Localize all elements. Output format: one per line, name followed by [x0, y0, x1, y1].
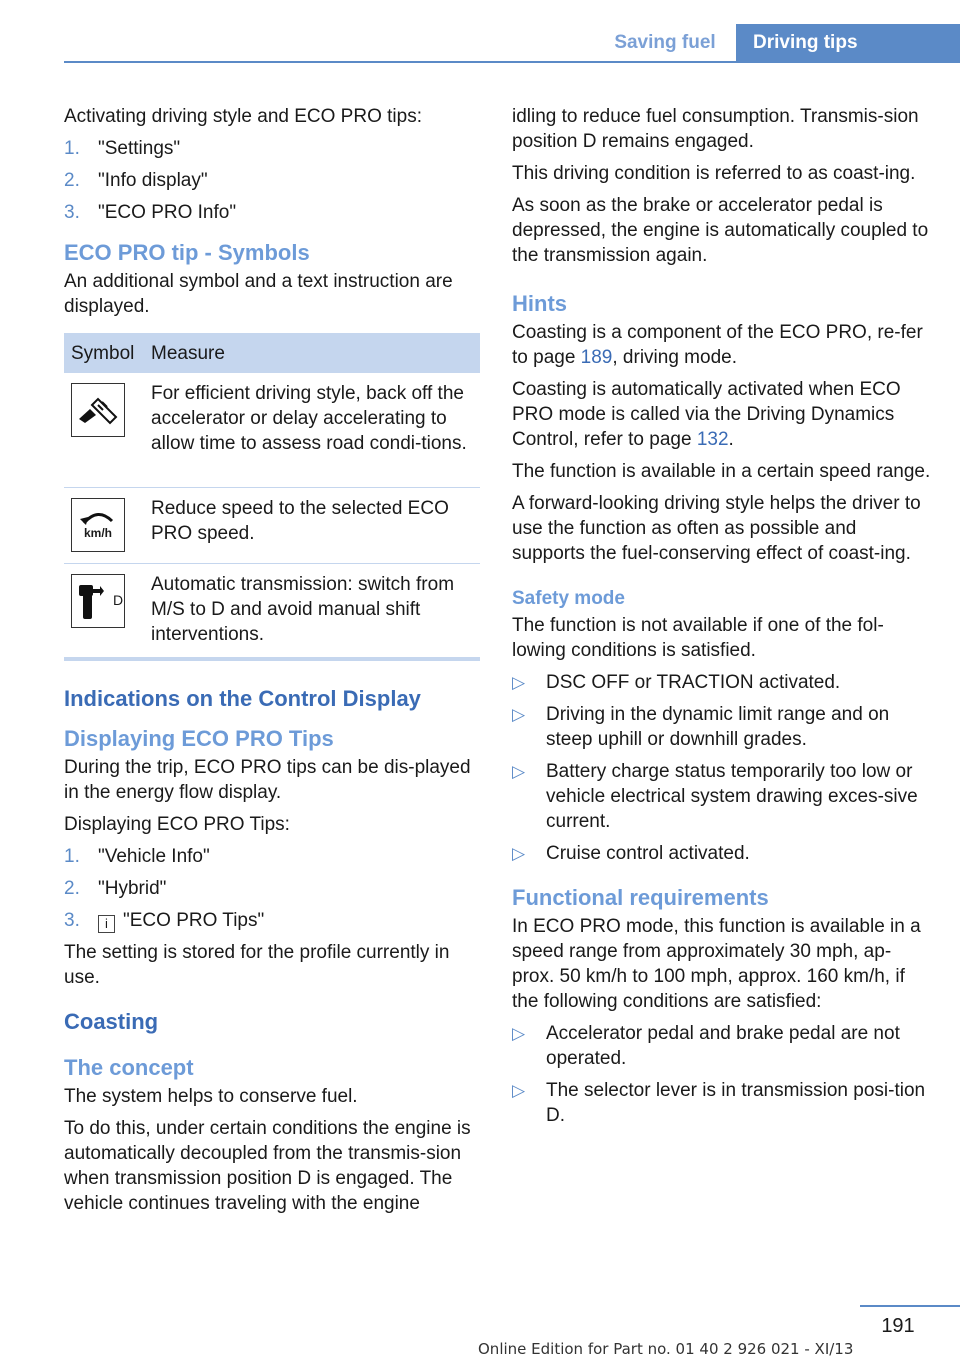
displaying-p1: During the trip, ECO PRO tips can be dis-played in the energy flow display.	[64, 756, 471, 803]
list-item: 3. "ECO PRO Info"	[64, 202, 237, 223]
pedal-release-icon	[71, 383, 125, 437]
chapter-tab[interactable]: Driving tips	[736, 24, 960, 63]
page-ref-link[interactable]: 132	[696, 429, 729, 450]
activating-steps	[64, 136, 481, 225]
list-item: 2. "Hybrid"	[64, 877, 167, 899]
functional-paragraph: In ECO PRO mode, this function is available in a speed range from approximately 30 mph, ap-prox. 50 km/h to 100 mph, approx. 160 km/h, if the following conditions are satisfied:	[512, 916, 921, 1012]
gear-shift-d-icon: D	[71, 574, 125, 628]
hints-heading: Hints	[512, 291, 567, 316]
referred-paragraph: This driving condition is referred to as coast-ing.	[512, 163, 916, 184]
safety-heading: Safety mode	[512, 588, 625, 609]
displaying-p2: Displaying ECO PRO Tips:	[64, 813, 290, 835]
triangle-bullet-icon: ▷	[512, 705, 526, 724]
list-item: 2. "Info display"	[64, 170, 208, 191]
list-item: 1. "Vehicle Info"	[64, 845, 210, 867]
triangle-bullet-icon: ▷	[512, 673, 526, 692]
hints-p4: A forward-looking driving style helps the driver to use the function as often as possible and supports the fuel-conserving effect of coast-ing.	[512, 493, 921, 564]
symbols-intro: An additional symbol and a text instruction are displayed.	[64, 271, 453, 317]
continue-paragraph: idling to reduce fuel consumption. Transmis-sion position D remains engaged.	[512, 106, 919, 152]
soon-paragraph: As soon as the brake or accelerator pedal is depressed, the engine is automatically coupled to the transmission again.	[512, 195, 929, 266]
table-row	[64, 373, 480, 487]
list-item: ▷ Battery charge status temporarily too low or vehicle electrical system drawing exces-sive current.	[512, 761, 918, 832]
col-symbol-header: Symbol	[64, 333, 144, 373]
list-item: ▷ Driving in the dynamic limit range and on steep uphill or downhill grades.	[512, 704, 890, 750]
safety-list	[512, 670, 932, 866]
right-column	[512, 104, 932, 1135]
hints-p2: Coasting is automatically activated when ECO PRO mode is called via the Driving Dynamics Control, refer to page 132.	[512, 379, 901, 450]
footer-rule	[860, 1305, 960, 1307]
measure-text: Reduce speed to the selected ECO PRO speed.	[144, 487, 480, 563]
list-item: 1. "Settings"	[64, 138, 181, 159]
table-row	[64, 563, 480, 659]
displaying-heading: Displaying ECO PRO Tips	[64, 725, 334, 751]
edition-note: Online Edition for Part no. 01 40 2 926 021 - XI/13	[478, 1340, 854, 1358]
displaying-steps	[64, 844, 481, 933]
list-item: ▷ Accelerator pedal and brake pedal are not operated.	[512, 1023, 900, 1069]
left-column	[64, 104, 481, 1223]
safety-paragraph: The function is not available if one of the fol-lowing conditions is satisfied.	[512, 615, 884, 661]
setting-stored: The setting is stored for the profile currently in use.	[64, 941, 450, 988]
triangle-bullet-icon: ▷	[512, 1081, 526, 1100]
measure-text: For efficient driving style, back off the accelerator or delay accelerating to allow time to assess road condi-tions.	[144, 373, 480, 487]
coasting-heading: Coasting	[64, 1008, 159, 1034]
list-item: 3. i "ECO PRO Tips"	[64, 909, 265, 931]
concept-heading: The concept	[64, 1054, 194, 1080]
triangle-bullet-icon: ▷	[512, 762, 526, 781]
section-tab[interactable]: Saving fuel	[614, 32, 716, 53]
page-ref-link[interactable]: 189	[580, 347, 613, 368]
symbols-heading: ECO PRO tip - Symbols	[64, 240, 310, 265]
measure-text: Automatic transmission: switch from M/S to D and avoid manual shift interventions.	[144, 563, 480, 659]
functional-list	[512, 1021, 932, 1128]
functional-heading: Functional requirements	[512, 885, 769, 910]
triangle-bullet-icon: ▷	[512, 844, 526, 863]
speed-reduce-icon: km/h	[71, 498, 125, 552]
hints-p3: The function is available in a certain speed range.	[512, 461, 931, 482]
info-icon: i	[98, 915, 115, 933]
list-item: ▷ Cruise control activated.	[512, 843, 750, 864]
list-item: ▷ The selector lever is in transmission posi-tion D.	[512, 1080, 926, 1126]
table-header-row	[64, 333, 480, 373]
concept-p2: To do this, under certain conditions the engine is automatically decoupled from the transmis-sion when transmission position D is engaged. The vehicle continues traveling with the engine	[64, 1117, 471, 1214]
indications-heading: Indications on the Control Display	[64, 685, 421, 711]
hints-p1: Coasting is a component of the ECO PRO, re-fer to page 189, driving mode.	[512, 322, 923, 368]
concept-p1: The system helps to conserve fuel.	[64, 1085, 358, 1107]
list-item: ▷ DSC OFF or TRACTION activated.	[512, 672, 841, 693]
triangle-bullet-icon: ▷	[512, 1024, 526, 1043]
activating-intro: Activating driving style and ECO PRO tips:	[64, 106, 422, 127]
table-row	[64, 487, 480, 563]
page-number: 191	[881, 1315, 915, 1337]
symbols-table	[64, 333, 480, 661]
col-measure-header: Measure	[144, 333, 480, 373]
